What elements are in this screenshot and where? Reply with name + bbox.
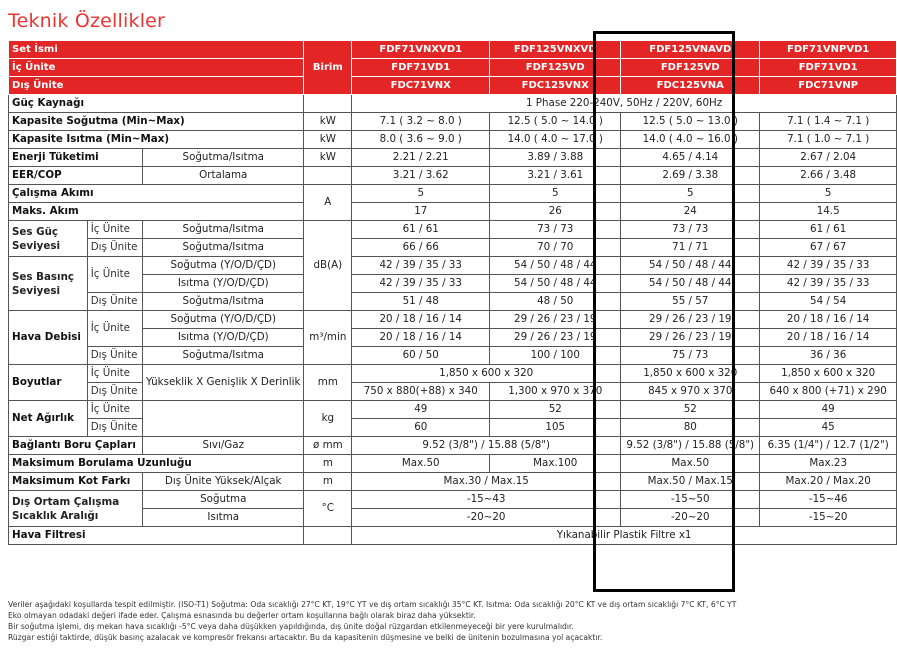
row-weight-indoor (9, 401, 897, 419)
cap-cool-v1: 7.1 ( 3.2 ~ 8.0 ) (352, 113, 490, 131)
sound-power-label: Ses Güç Seviyesi (9, 221, 88, 257)
temp-cool-v12: -15~43 (352, 491, 621, 509)
temp-heat-v4: -15~20 (760, 509, 897, 527)
model-outdoor-4: FDC71VNP (760, 77, 897, 95)
dims-out-v2: 1,300 x 970 x 370 (490, 383, 621, 401)
sp-in-v4: 61 / 61 (760, 221, 897, 239)
sp-in-v3: 73 / 73 (621, 221, 760, 239)
spr-cool-v3: 54 / 50 / 48 / 44 (621, 257, 760, 275)
row-power (9, 95, 897, 113)
temp-cool-sub: Soğutma (143, 491, 304, 509)
outdoor-label: Dış Ünite (9, 77, 304, 95)
header-row-set (9, 41, 897, 59)
eer-v4: 2.66 / 3.48 (760, 167, 897, 185)
energy-v4: 2.67 / 2.04 (760, 149, 897, 167)
model-indoor-3: FDF125VD (621, 59, 760, 77)
spr-out-v2: 48 / 50 (490, 293, 621, 311)
temp-cool-v3: -15~50 (621, 491, 760, 509)
max-pipe-v4: Max.23 (760, 455, 897, 473)
spr-outdoor-label: Dış Ünite (87, 293, 142, 311)
airflow-indoor-label: İç Ünite (87, 311, 142, 347)
energy-sub: Soğutma/Isıtma (143, 149, 304, 167)
dims-in-v3: 1,850 x 600 x 320 (621, 365, 760, 383)
cap-heat-v2: 14.0 ( 4.0 ~ 17.0 ) (490, 131, 621, 149)
max-current-v3: 24 (621, 203, 760, 221)
indoor-label: İç Ünite (9, 59, 304, 77)
eer-unit (304, 167, 352, 185)
spr-out-v1: 51 / 48 (352, 293, 490, 311)
spr-cool-sub: Soğutma (Y/O/D/ÇD) (143, 257, 304, 275)
spr-outdoor-sub: Soğutma/Isıtma (143, 293, 304, 311)
af-outdoor-label: Dış Ünite (87, 347, 142, 365)
temp-heat-sub: Isıtma (143, 509, 304, 527)
max-pipe-label: Maksimum Borulama Uzunluğu (9, 455, 304, 473)
current-label: Çalışma Akımı (9, 185, 304, 203)
dims-indoor-label: İç Ünite (87, 365, 142, 383)
w-in-v4: 49 (760, 401, 897, 419)
row-dims-outdoor (9, 383, 897, 401)
af-heat-sub: Isıtma (Y/O/D/ÇD) (143, 329, 304, 347)
w-in-v2: 52 (490, 401, 621, 419)
max-pipe-unit: m (304, 455, 352, 473)
max-pipe-v2: Max.100 (490, 455, 621, 473)
dims-out-v1: 750 x 880(+88) x 340 (352, 383, 490, 401)
af-cool-v3: 29 / 26 / 23 / 19 (621, 311, 760, 329)
af-out-v2: 100 / 100 (490, 347, 621, 365)
w-out-v1: 60 (352, 419, 490, 437)
spr-heat-v3: 54 / 50 / 48 / 44 (621, 275, 760, 293)
af-out-v3: 75 / 73 (621, 347, 760, 365)
cap-heat-unit: kW (304, 131, 352, 149)
max-current-v1: 17 (352, 203, 490, 221)
cap-cool-v4: 7.1 ( 1.4 ~ 7.1 ) (760, 113, 897, 131)
af-heat-v1: 20 / 18 / 16 / 14 (352, 329, 490, 347)
max-height-label: Maksimum Kot Farkı (9, 473, 143, 491)
spr-heat-sub: Isıtma (Y/O/D/ÇD) (143, 275, 304, 293)
energy-unit: kW (304, 149, 352, 167)
cap-cool-v3: 12.5 ( 5.0 ~ 13.0 ) (621, 113, 760, 131)
header-row-indoor (9, 59, 897, 77)
eer-v2: 3.21 / 3.61 (490, 167, 621, 185)
model-outdoor-1: FDC71VNX (352, 77, 490, 95)
energy-v2: 3.89 / 3.88 (490, 149, 621, 167)
energy-v1: 2.21 / 2.21 (352, 149, 490, 167)
dims-out-v3: 845 x 970 x 370 (621, 383, 760, 401)
row-current (9, 185, 897, 203)
max-height-v4: Max.20 / Max.20 (760, 473, 897, 491)
eer-v1: 3.21 / 3.62 (352, 167, 490, 185)
pipe-v4: 6.35 (1/4") / 12.7 (1/2") (760, 437, 897, 455)
page-title: Teknik Özellikler (8, 10, 166, 32)
temp-heat-v3: -20~20 (621, 509, 760, 527)
power-unit (304, 95, 352, 113)
weight-indoor-label: İç Ünite (87, 401, 142, 419)
spr-heat-v2: 54 / 50 / 48 / 44 (490, 275, 621, 293)
row-sound-pressure-heat (9, 275, 897, 293)
temp-label: Dış Ortam Çalışma Sıcaklık Aralığı (9, 491, 143, 527)
row-pipe (9, 437, 897, 455)
energy-v3: 4.65 / 4.14 (621, 149, 760, 167)
af-out-v4: 36 / 36 (760, 347, 897, 365)
power-label: Güç Kaynağı (9, 95, 304, 113)
w-in-v1: 49 (352, 401, 490, 419)
model-indoor-2: FDF125VD (490, 59, 621, 77)
spr-out-v3: 55 / 57 (621, 293, 760, 311)
sp-out-v4: 67 / 67 (760, 239, 897, 257)
sp-out-v2: 70 / 70 (490, 239, 621, 257)
row-cap-heat (9, 131, 897, 149)
af-cool-v1: 20 / 18 / 16 / 14 (352, 311, 490, 329)
row-airflow-cool (9, 311, 897, 329)
eer-sub: Ortalama (143, 167, 304, 185)
max-pipe-v1: Max.50 (352, 455, 490, 473)
max-height-v12: Max.30 / Max.15 (352, 473, 621, 491)
sp-in-v1: 61 / 61 (352, 221, 490, 239)
row-max-current (9, 203, 897, 221)
pipe-v12: 9.52 (3/8") / 15.88 (5/8") (352, 437, 621, 455)
row-filter (9, 527, 897, 545)
sp-in-v2: 73 / 73 (490, 221, 621, 239)
pipe-label: Bağlantı Boru Çapları (9, 437, 143, 455)
temp-heat-v12: -20~20 (352, 509, 621, 527)
w-in-v3: 52 (621, 401, 760, 419)
note-4: Rüzgar estiği taktirde, düşük basınç azalacak ve kompresör frekansı artacaktır. Bu da kapasitenin düşmesine ve belki de ünitenin bozulmasına yol açacaktır. (8, 633, 603, 642)
weight-outdoor-label: Dış Ünite (87, 419, 142, 437)
spr-heat-v1: 42 / 39 / 35 / 33 (352, 275, 490, 293)
pipe-sub: Sıvı/Gaz (143, 437, 304, 455)
model-set-2: FDF125VNXVD (490, 41, 621, 59)
temp-cool-v4: -15~46 (760, 491, 897, 509)
note-2: Eko olmayan odadaki değeri ifade eder. Çalışma esnasında bu değerler ortam koşullarına bağlı olarak biraz daha yüksektir. (8, 611, 476, 620)
cap-heat-v1: 8.0 ( 3.6 ~ 9.0 ) (352, 131, 490, 149)
af-heat-v2: 29 / 26 / 23 / 19 (490, 329, 621, 347)
max-pipe-v3: Max.50 (621, 455, 760, 473)
w-out-v3: 80 (621, 419, 760, 437)
sound-power-outdoor-label: Dış Ünite (87, 239, 142, 257)
cap-heat-v3: 14.0 ( 4.0 ~ 16.0 ) (621, 131, 760, 149)
dims-unit: mm (304, 365, 352, 401)
dims-in-v12: 1,850 x 600 x 320 (352, 365, 621, 383)
dims-outdoor-label: Dış Ünite (87, 383, 142, 401)
row-temp-heat (9, 509, 897, 527)
sound-power-outdoor-sub: Soğutma/Isıtma (143, 239, 304, 257)
model-indoor-4: FDF71VD1 (760, 59, 897, 77)
airflow-unit: m³/min (304, 311, 352, 365)
note-3: Bir soğutma işlemi, dış mekan hava sıcaklığı -5°C veya daha düşükken yapıldığında, dış ünite doğal rüzgardan etkilenmeyeceği bir yere kurulmalıdır. (8, 622, 574, 631)
weight-label: Net Ağırlık (9, 401, 88, 437)
max-current-label: Maks. Akım (9, 203, 304, 221)
set-label: Set İsmi (9, 41, 304, 59)
cap-heat-label: Kapasite Isıtma (Min~Max) (9, 131, 304, 149)
eer-v3: 2.69 / 3.38 (621, 167, 760, 185)
w-out-v4: 45 (760, 419, 897, 437)
filter-value: Yıkanabilir Plastik Filtre x1 (352, 527, 897, 545)
eer-label: EER/COP (9, 167, 143, 185)
row-sound-power-outdoor (9, 239, 897, 257)
footnotes (8, 599, 736, 643)
current-v4: 5 (760, 185, 897, 203)
dims-out-v4: 640 x 800 (+71) x 290 (760, 383, 897, 401)
max-height-unit: m (304, 473, 352, 491)
spr-heat-v4: 42 / 39 / 35 / 33 (760, 275, 897, 293)
af-cool-v2: 29 / 26 / 23 / 19 (490, 311, 621, 329)
sp-out-v3: 71 / 71 (621, 239, 760, 257)
af-cool-sub: Soğutma (Y/O/D/ÇD) (143, 311, 304, 329)
max-height-v3: Max.50 / Max.15 (621, 473, 760, 491)
dims-sub: Yükseklik X Genişlik X Derinlik (143, 365, 304, 401)
model-outdoor-2: FDC125VNX (490, 77, 621, 95)
airflow-label: Hava Debisi (9, 311, 88, 365)
model-outdoor-3: FDC125VNA (621, 77, 760, 95)
sound-unit: dB(A) (304, 221, 352, 311)
cap-heat-v4: 7.1 ( 1.0 ~ 7.1 ) (760, 131, 897, 149)
pipe-unit: ø mm (304, 437, 352, 455)
row-sound-power-indoor (9, 221, 897, 239)
temp-unit: °C (304, 491, 352, 527)
sound-pressure-label: Ses Basınç Seviyesi (9, 257, 88, 311)
spec-table (8, 40, 897, 545)
cap-cool-unit: kW (304, 113, 352, 131)
af-cool-v4: 20 / 18 / 16 / 14 (760, 311, 897, 329)
row-energy (9, 149, 897, 167)
row-cap-cool (9, 113, 897, 131)
model-set-4: FDF71VNPVD1 (760, 41, 897, 59)
power-value: 1 Phase 220-240V, 50Hz / 220V, 60Hz (352, 95, 897, 113)
w-out-v2: 105 (490, 419, 621, 437)
dims-in-v4: 1,850 x 600 x 320 (760, 365, 897, 383)
spr-cool-v4: 42 / 39 / 35 / 33 (760, 257, 897, 275)
row-eer (9, 167, 897, 185)
filter-unit (304, 527, 352, 545)
weight-unit: kg (304, 401, 352, 437)
sound-power-indoor-sub: Soğutma/Isıtma (143, 221, 304, 239)
row-sound-pressure-cool (9, 257, 897, 275)
row-max-pipe (9, 455, 897, 473)
cap-cool-label: Kapasite Soğutma (Min~Max) (9, 113, 304, 131)
row-airflow-outdoor (9, 347, 897, 365)
row-sound-pressure-outdoor (9, 293, 897, 311)
cap-cool-v2: 12.5 ( 5.0 ~ 14.0 ) (490, 113, 621, 131)
dims-label: Boyutlar (9, 365, 88, 401)
af-outdoor-sub: Soğutma/Isıtma (143, 347, 304, 365)
row-airflow-heat (9, 329, 897, 347)
af-out-v1: 60 / 50 (352, 347, 490, 365)
model-indoor-1: FDF71VD1 (352, 59, 490, 77)
model-set-1: FDF71VNXVD1 (352, 41, 490, 59)
row-weight-outdoor (9, 419, 897, 437)
header-row-outdoor (9, 77, 897, 95)
current-v2: 5 (490, 185, 621, 203)
max-height-sub: Dış Ünite Yüksek/Alçak (143, 473, 304, 491)
af-heat-v4: 20 / 18 / 16 / 14 (760, 329, 897, 347)
current-v3: 5 (621, 185, 760, 203)
spr-cool-v2: 54 / 50 / 48 / 44 (490, 257, 621, 275)
max-current-v4: 14.5 (760, 203, 897, 221)
energy-label: Enerji Tüketimi (9, 149, 143, 167)
spr-out-v4: 54 / 54 (760, 293, 897, 311)
unit-header: Birim (304, 41, 352, 95)
model-set-3: FDF125VNAVD (621, 41, 760, 59)
sound-power-indoor-label: İç Ünite (87, 221, 142, 239)
current-v1: 5 (352, 185, 490, 203)
af-heat-v3: 29 / 26 / 23 / 19 (621, 329, 760, 347)
sound-pressure-indoor-label: İç Ünite (87, 257, 142, 293)
note-1: Veriler aşağıdaki koşullarda tespit edilmiştir. (ISO-T1) Soğutma: Oda sıcaklığı 27°C KT, 19°C YT ve dış ortam sıcaklığı 35°C KT. Isıtma: Oda sıcaklığı 20°C KT ve dış ortam sıcaklığı 7°C KT, 6°C YT (8, 600, 737, 609)
spr-cool-v1: 42 / 39 / 35 / 33 (352, 257, 490, 275)
current-unit: A (304, 185, 352, 221)
sp-out-v1: 66 / 66 (352, 239, 490, 257)
row-temp-cool (9, 491, 897, 509)
row-dims-indoor (9, 365, 897, 383)
max-current-v2: 26 (490, 203, 621, 221)
row-max-height (9, 473, 897, 491)
pipe-v3: 9.52 (3/8") / 15.88 (5/8") (621, 437, 760, 455)
weight-sub (143, 401, 304, 437)
filter-label: Hava Filtresi (9, 527, 304, 545)
